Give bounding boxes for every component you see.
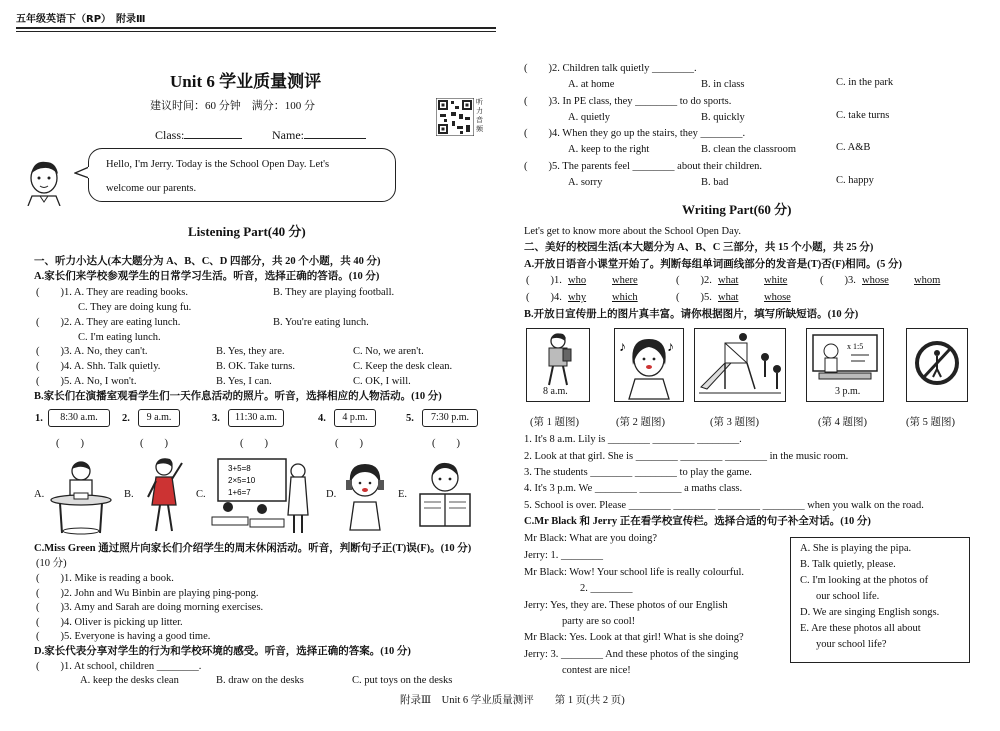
- picture-4: [806, 328, 884, 402]
- listening-title: Listening Part(40 分): [188, 224, 306, 239]
- option[interactable]: B. draw on the desks: [216, 675, 304, 686]
- part-b-desc: B.家长们在演播室观看学生们一天作息活动的照片。听音，选择相应的人物活动。(10 分): [34, 391, 442, 402]
- dialog-line: contest are nice!: [562, 665, 631, 676]
- fill-sentence[interactable]: 1. It's 8 a.m. Lily is ________ ________ ________.: [524, 434, 742, 445]
- picture-time-label: 3 p.m.: [835, 386, 861, 397]
- option: D. We are singing English songs.: [800, 607, 940, 618]
- writing-title: Writing Part(60 分): [682, 202, 792, 217]
- list-item[interactable]: ( )1. Mike is reading a book.: [36, 573, 174, 584]
- list-item[interactable]: ( )2. A. They are eating lunch.: [36, 317, 181, 328]
- writing-b-desc: B.开放日宣传册上的图片真丰富。请你根据图片，填写所缺短语。(10 分): [524, 309, 859, 320]
- list-item[interactable]: B. Yes, I can.: [216, 376, 272, 387]
- part-d-desc: D.家长代表分享对学生的行为和学校环境的感受。听音，选择正确的答案。(10 分): [34, 646, 411, 657]
- phonics-word: why: [568, 292, 587, 303]
- dialog-line: Mr Black: Wow! Your school life is really colourful.: [524, 567, 745, 578]
- girl-singing-icon: [340, 458, 390, 534]
- jerry-avatar-icon: [18, 156, 74, 206]
- list-item[interactable]: ( )4. Oliver is picking up litter.: [36, 617, 183, 628]
- picture-time-label: 8 a.m.: [543, 386, 568, 397]
- picture-caption: (第 2 题图): [616, 417, 665, 428]
- picture-3: [694, 328, 786, 402]
- picture-caption: (第 5 题图): [906, 417, 955, 428]
- list-item[interactable]: C. I'm eating lunch.: [78, 332, 161, 343]
- question-number: 2.: [122, 413, 130, 424]
- list-item[interactable]: ( )4. When they go up the stairs, they ________.: [524, 128, 746, 139]
- name-field[interactable]: Name:: [272, 128, 366, 143]
- list-item[interactable]: ( )5. The parents feel ________ about their children.: [524, 161, 763, 172]
- answer-paren[interactable]: ( ): [432, 438, 460, 449]
- qr-caption: 听力音频: [476, 98, 483, 133]
- list-item[interactable]: ( )3. In PE class, they ________ to do sports.: [524, 96, 732, 107]
- phonics-word: whose: [764, 292, 791, 303]
- list-item[interactable]: ( )4. A. Shh. Talk quietly.: [36, 361, 161, 372]
- list-item[interactable]: ( )1. At school, children ________.: [36, 661, 202, 672]
- picture-letter: A.: [34, 489, 45, 500]
- option: your school life?: [816, 639, 887, 650]
- paren-label: (10 分): [36, 558, 67, 569]
- fill-sentence[interactable]: 3. The students ________ ________ to play the game.: [524, 467, 752, 478]
- dialog-line[interactable]: Jerry: 1. ________: [524, 550, 604, 561]
- phonics-word: whom: [914, 275, 941, 286]
- option[interactable]: B. bad: [701, 177, 729, 188]
- dialog-line: Jerry: Yes, they are. These photos of our English: [524, 600, 728, 611]
- speech-line: Hello, I'm Jerry. Today is the School Open Day. Let's: [106, 159, 330, 170]
- part-a-desc: A.家长们来学校参观学生的日常学习生活。听音，选择正确的答语。(10 分): [34, 271, 380, 282]
- picture-letter: D.: [326, 489, 337, 500]
- phonics-item[interactable]: ( )3.: [820, 275, 856, 286]
- page-title: Unit 6 学业质量测评: [170, 72, 322, 91]
- phonics-word: white: [764, 275, 788, 286]
- phonics-word: where: [612, 275, 638, 286]
- time-box: 4 p.m.: [334, 409, 376, 427]
- list-item[interactable]: ( )5. A. No, I won't.: [36, 376, 137, 387]
- girl-walking-to-school-icon: [527, 329, 589, 387]
- time-box: 11:30 a.m.: [228, 409, 284, 427]
- list-item[interactable]: ( )1. A. They are reading books.: [36, 287, 189, 298]
- phonics-word: whose: [862, 275, 889, 286]
- dialog-line[interactable]: Jerry: 3. ________ And these photos of the singing: [524, 649, 739, 660]
- phonics-item[interactable]: ( )1.: [526, 275, 562, 286]
- picture-letter: C.: [196, 489, 206, 500]
- phonics-item[interactable]: ( )4.: [526, 292, 562, 303]
- writing-intro: Let's get to know more about the School Open Day.: [524, 226, 741, 237]
- girl-walking-icon: [140, 455, 190, 537]
- list-item[interactable]: B. You're eating lunch.: [273, 317, 369, 328]
- option: A. She is playing the pipa.: [800, 543, 912, 554]
- option[interactable]: B. in class: [701, 79, 745, 90]
- no-walking-road-sign-icon: [907, 329, 967, 401]
- board-line: 3+5=8: [228, 464, 251, 473]
- section-heading: 二、美好的校园生活(本大题分为 A、B、C 三部分，共 15 个小题，共 25 分): [524, 242, 874, 253]
- option[interactable]: C. happy: [836, 175, 874, 186]
- maths-lesson-icon: [807, 329, 883, 387]
- answer-paren[interactable]: ( ): [56, 438, 84, 449]
- list-item[interactable]: C. They are doing kung fu.: [78, 302, 192, 313]
- option: our school life.: [816, 591, 880, 602]
- list-item[interactable]: B. Yes, they are.: [216, 346, 285, 357]
- answer-paren[interactable]: ( ): [335, 438, 363, 449]
- question-number: 4.: [318, 413, 326, 424]
- girl-singing-music-icon: [615, 329, 683, 401]
- list-item[interactable]: ( )3. Amy and Sarah are doing morning exercises.: [36, 602, 264, 613]
- section-heading: 一、听力小达人(本大题分为 A、B、C、D 四部分，共 20 个小题，共 40 分): [34, 256, 381, 267]
- page-footer: 附录Ⅲ Unit 6 学业质量测评 第 1 页(共 2 页): [400, 695, 625, 706]
- option[interactable]: A. at home: [568, 79, 615, 90]
- option[interactable]: A. quietly: [568, 112, 610, 123]
- phonics-word: what: [718, 292, 739, 303]
- svg-text:♪: ♪: [667, 340, 674, 355]
- question-number: 3.: [212, 413, 220, 424]
- class-field[interactable]: Class:: [155, 128, 242, 143]
- option: E. Are these photos all about: [800, 623, 921, 634]
- playground-game-icon: [695, 329, 785, 401]
- option[interactable]: B. quickly: [701, 112, 745, 123]
- part-c-desc: C.Miss Green 通过照片向家长们介绍学生的周末休闲活动。听音，判断句子正(T)误(F)。(10 分): [34, 543, 472, 554]
- option[interactable]: C. take turns: [836, 110, 890, 121]
- option[interactable]: C. put toys on the desks: [352, 675, 453, 686]
- list-item[interactable]: B. They are playing football.: [273, 287, 395, 298]
- picture-letter: E.: [398, 489, 408, 500]
- option[interactable]: C. in the park: [836, 77, 894, 88]
- picture-caption: (第 3 题图): [710, 417, 759, 428]
- boy-eating-lunch-icon: [48, 455, 114, 535]
- picture-letter: B.: [124, 489, 134, 500]
- maths-class-icon: [208, 455, 318, 537]
- list-item[interactable]: C. Keep the desk clean.: [353, 361, 453, 372]
- option[interactable]: B. clean the classroom: [701, 144, 797, 155]
- list-item[interactable]: ( )3. A. No, they can't.: [36, 346, 148, 357]
- phonics-item[interactable]: ( )2.: [676, 275, 712, 286]
- list-item[interactable]: C. No, we aren't.: [353, 346, 424, 357]
- picture-caption: (第 4 题图): [818, 417, 867, 428]
- svg-text:x 1:5: x 1:5: [847, 342, 864, 351]
- boy-reading-book-icon: [412, 458, 478, 532]
- dialog-line: Mr Black: Yes. Look at that girl! What is she doing?: [524, 632, 744, 643]
- option[interactable]: A. keep the desks clean: [80, 675, 179, 686]
- time-info: 建议时间：60 分钟 满分：100 分: [150, 100, 315, 112]
- time-box: 7:30 p.m.: [422, 409, 478, 427]
- time-box: 9 a.m.: [138, 409, 180, 427]
- list-item[interactable]: ( )5. Everyone is having a good time.: [36, 631, 211, 642]
- option[interactable]: C. A&B: [836, 142, 871, 153]
- writing-c-desc: C.Mr Black 和 Jerry 正在看学校宣传栏。选择合适的句子补全对话。(10 分): [524, 516, 871, 527]
- phonics-word: which: [612, 292, 638, 303]
- time-box: 8:30 a.m.: [48, 409, 110, 427]
- picture-1: [526, 328, 590, 402]
- dialog-line[interactable]: 2. ________: [580, 583, 633, 594]
- answer-paren[interactable]: ( ): [140, 438, 168, 449]
- board-line: 1+6=7: [228, 488, 251, 497]
- option: B. Talk quietly, please.: [800, 559, 896, 570]
- fill-sentence[interactable]: 4. It's 3 p.m. We ________ ________ a maths class.: [524, 483, 743, 494]
- list-item[interactable]: ( )2. John and Wu Binbin are playing ping-pong.: [36, 588, 259, 599]
- board-line: 2×5=10: [228, 476, 256, 485]
- option[interactable]: A. sorry: [568, 177, 603, 188]
- phonics-word: what: [718, 275, 739, 286]
- dialog-line: party are so cool!: [562, 616, 636, 627]
- list-item[interactable]: ( )2. Children talk quietly ________.: [524, 63, 697, 74]
- list-item[interactable]: B. OK. Take turns.: [216, 361, 295, 372]
- question-number: 5.: [406, 413, 414, 424]
- qr-code-icon[interactable]: [436, 98, 474, 136]
- writing-a-desc: A.开放日语音小课堂开始了。判断每组单词画线部分的发音是(T)否(F)相同。(5 分): [524, 259, 902, 270]
- picture-5: [906, 328, 968, 402]
- option[interactable]: A. keep to the right: [568, 144, 650, 155]
- question-number: 1.: [35, 413, 43, 424]
- speech-line: welcome our parents.: [106, 183, 197, 194]
- dialog-line: Mr Black: What are you doing?: [524, 533, 658, 544]
- answer-paren[interactable]: ( ): [240, 438, 268, 449]
- option: C. I'm looking at the photos of: [800, 575, 929, 586]
- phonics-word: who: [568, 275, 587, 286]
- list-item[interactable]: C. OK, I will.: [353, 376, 411, 387]
- picture-caption: (第 1 题图): [530, 417, 579, 428]
- book-label: 五年级英语下（RP） 附录Ⅲ: [16, 14, 146, 25]
- fill-sentence[interactable]: 2. Look at that girl. She is ________ ________ ________ in the music room.: [524, 451, 849, 462]
- svg-text:♪: ♪: [619, 340, 626, 355]
- fill-sentence[interactable]: 5. School is over. Please ________ ________ ________ ________ when you walk on the road.: [524, 500, 924, 511]
- picture-2: [614, 328, 684, 402]
- phonics-item[interactable]: ( )5.: [676, 292, 712, 303]
